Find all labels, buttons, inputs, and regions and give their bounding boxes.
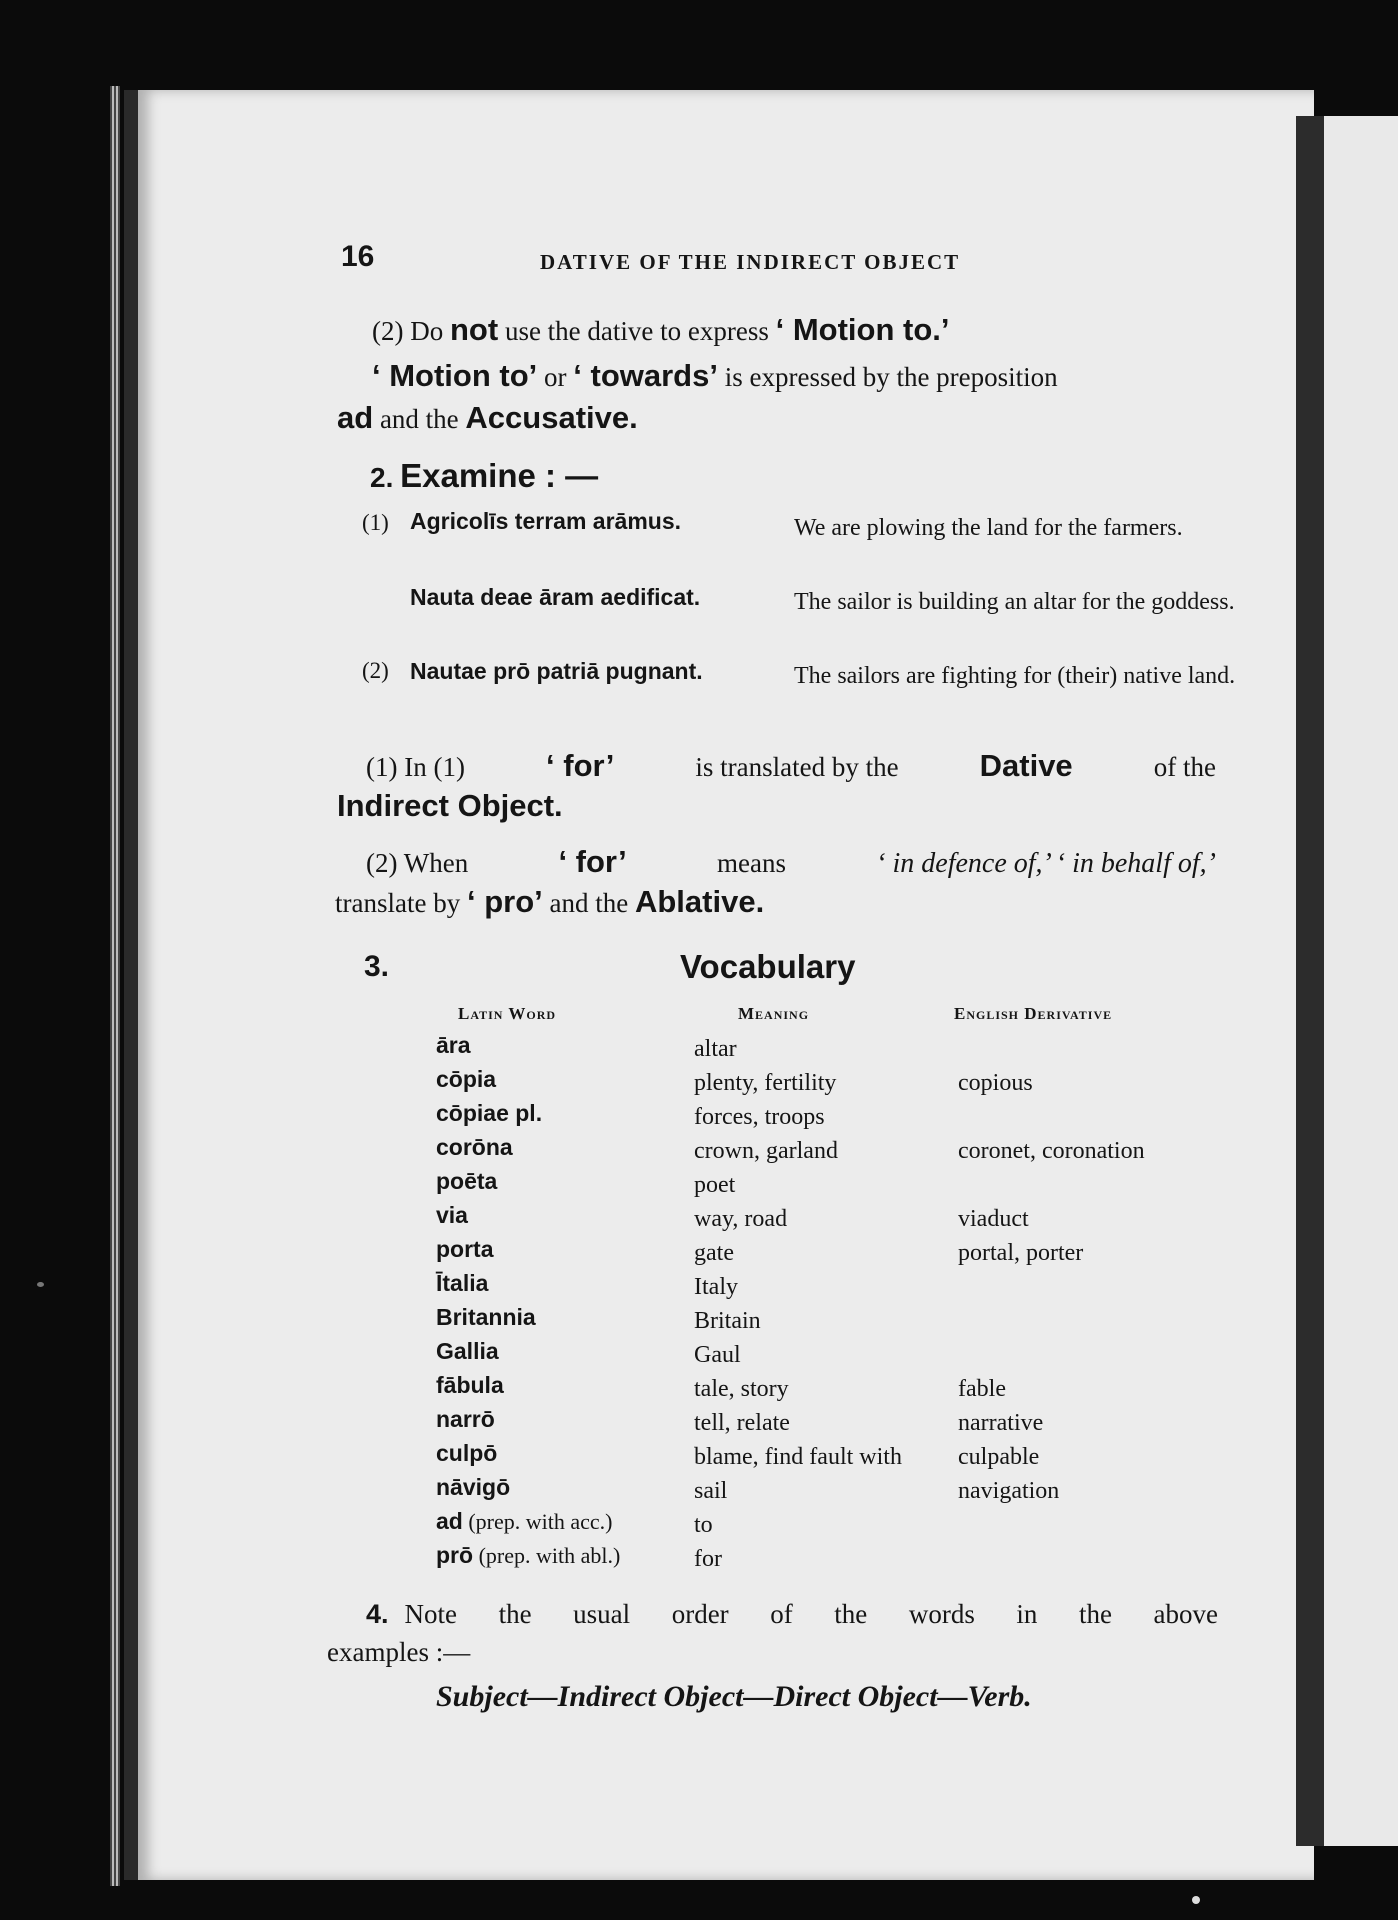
meaning: Gaul xyxy=(694,1342,741,1368)
latin-word xyxy=(436,1202,468,1229)
latin-word-text: Ītalia xyxy=(436,1270,489,1296)
english-derivative: viaduct xyxy=(958,1206,1029,1232)
latin-word-text: corōna xyxy=(436,1134,513,1160)
vocab-row xyxy=(436,1406,1236,1440)
latin-word xyxy=(436,1236,494,1263)
english-derivative: copious xyxy=(958,1070,1033,1096)
meaning: forces, troops xyxy=(694,1104,825,1130)
meaning: to xyxy=(694,1512,713,1538)
latin-word-text: poēta xyxy=(436,1168,498,1194)
vocabulary-title: Vocabulary xyxy=(680,948,856,985)
latin-word xyxy=(436,1066,496,1093)
word-order-formula: Subject—Indirect Object—Direct Object—Verb. xyxy=(436,1680,1032,1713)
vocab-row xyxy=(436,1032,1236,1066)
note-word-order-text xyxy=(405,1592,1218,1636)
vocab-row xyxy=(436,1202,1236,1236)
facing-page-spine xyxy=(1296,116,1324,1846)
vocab-row xyxy=(436,1100,1236,1134)
latin-word xyxy=(436,1474,510,1501)
english-derivative: portal, porter xyxy=(958,1240,1084,1266)
note-word-order-sentence: Note the usual order of the words in the above xyxy=(404,1599,1218,1629)
latin-word xyxy=(436,1032,471,1059)
meaning: gate xyxy=(694,1240,734,1266)
page-edge xyxy=(110,86,120,1886)
meaning: Britain xyxy=(694,1308,761,1334)
latin-word-text: ad xyxy=(436,1508,463,1534)
vocab-row xyxy=(436,1508,1236,1542)
column-header-meaning: Meaning xyxy=(738,1004,810,1023)
vocab-row xyxy=(436,1304,1236,1338)
vocab-row xyxy=(436,1134,1236,1168)
latin-word xyxy=(436,1440,497,1467)
latin-word-note: (prep. with acc.) xyxy=(462,1509,613,1534)
latin-word xyxy=(436,1406,495,1433)
motion-to-line2: ad and the Accusative. xyxy=(337,400,638,435)
examine-heading: 2. Examine : — xyxy=(370,457,599,494)
latin-word-text: fābula xyxy=(436,1372,504,1398)
running-title: DATIVE OF THE INDIRECT OBJECT xyxy=(540,250,961,274)
meaning: Italy xyxy=(694,1274,738,1300)
latin-word xyxy=(436,1168,497,1195)
latin-word-text: āra xyxy=(436,1032,471,1058)
vocab-row xyxy=(436,1372,1236,1406)
note-ablative-line2: translate by ‘ pro’ and the Ablative. xyxy=(335,884,765,919)
english-derivative: navigation xyxy=(958,1478,1060,1504)
english-derivative: coronet, coronation xyxy=(958,1138,1145,1164)
latin-word-text: culpō xyxy=(436,1440,498,1466)
latin-word xyxy=(436,1508,613,1535)
page-header xyxy=(341,240,1221,280)
vocab-row xyxy=(436,1236,1236,1270)
scan-speck xyxy=(37,1282,44,1287)
latin-word-text: cōpia xyxy=(436,1066,497,1092)
latin-word xyxy=(436,1270,488,1297)
note-word-order: 4. Note the usual order of the words in the above xyxy=(366,1592,1218,1636)
latin-word xyxy=(436,1100,542,1127)
meaning: crown, garland xyxy=(694,1138,838,1164)
vocab-row xyxy=(436,1168,1236,1202)
column-header-derivative: English Derivative xyxy=(954,1004,1113,1023)
column-header-latin: Latin Word xyxy=(458,1004,557,1023)
rule-motion-to: (2) Do not use the dative to express ‘ Motion to.’ xyxy=(372,312,950,347)
vocab-row xyxy=(436,1338,1236,1372)
vocab-row xyxy=(436,1066,1236,1100)
note-word-order-line2: examples :— xyxy=(327,1637,471,1667)
latin-word-note: (prep. with abl.) xyxy=(473,1543,621,1568)
latin-word xyxy=(436,1304,536,1331)
meaning: for xyxy=(694,1546,722,1572)
vocab-row xyxy=(436,1270,1236,1304)
vocab-row xyxy=(436,1474,1236,1508)
latin-word-text: porta xyxy=(436,1236,494,1262)
english-derivative: fable xyxy=(958,1376,1006,1402)
scan-speck xyxy=(1192,1896,1200,1904)
english-derivative: culpable xyxy=(958,1444,1040,1470)
latin-word-text: Britannia xyxy=(436,1304,536,1330)
meaning: tale, story xyxy=(694,1376,789,1402)
vocab-row xyxy=(436,1542,1236,1576)
meaning: tell, relate xyxy=(694,1410,790,1436)
latin-word xyxy=(436,1134,513,1161)
page-number: 16 xyxy=(341,240,375,273)
facing-page xyxy=(1324,116,1398,1846)
meaning: plenty, fertility xyxy=(694,1070,837,1096)
latin-word-text: cōpiae pl. xyxy=(436,1100,543,1126)
latin-word-text: nāvigō xyxy=(436,1474,511,1500)
meaning: blame, find fault with xyxy=(694,1444,902,1470)
motion-to-line1: ‘ Motion to’ or ‘ towards’ is expressed by the preposition xyxy=(372,358,1058,393)
note-ablative: (2) When ‘ for’ means ‘ in defence of,’ ‘ in behalf of,’ xyxy=(366,844,1216,879)
section-number: 3. xyxy=(364,950,390,983)
note-dative: (1) In (1) ‘ for’ is translated by the Dative of the xyxy=(366,748,1216,783)
latin-word-text: via xyxy=(436,1202,468,1228)
latin-word xyxy=(436,1338,499,1365)
latin-word-text: Gallia xyxy=(436,1338,499,1364)
meaning: way, road xyxy=(694,1206,788,1232)
latin-word-text: narrō xyxy=(436,1406,495,1432)
meaning: poet xyxy=(694,1172,736,1198)
meaning: altar xyxy=(694,1036,737,1062)
latin-word xyxy=(436,1372,504,1399)
english-derivative: narrative xyxy=(958,1410,1044,1436)
latin-word xyxy=(436,1542,620,1569)
latin-word-text: prō xyxy=(436,1542,474,1568)
meaning: sail xyxy=(694,1478,728,1504)
note-dative-line2: Indirect Object. xyxy=(337,788,563,823)
vocab-row xyxy=(436,1440,1236,1474)
